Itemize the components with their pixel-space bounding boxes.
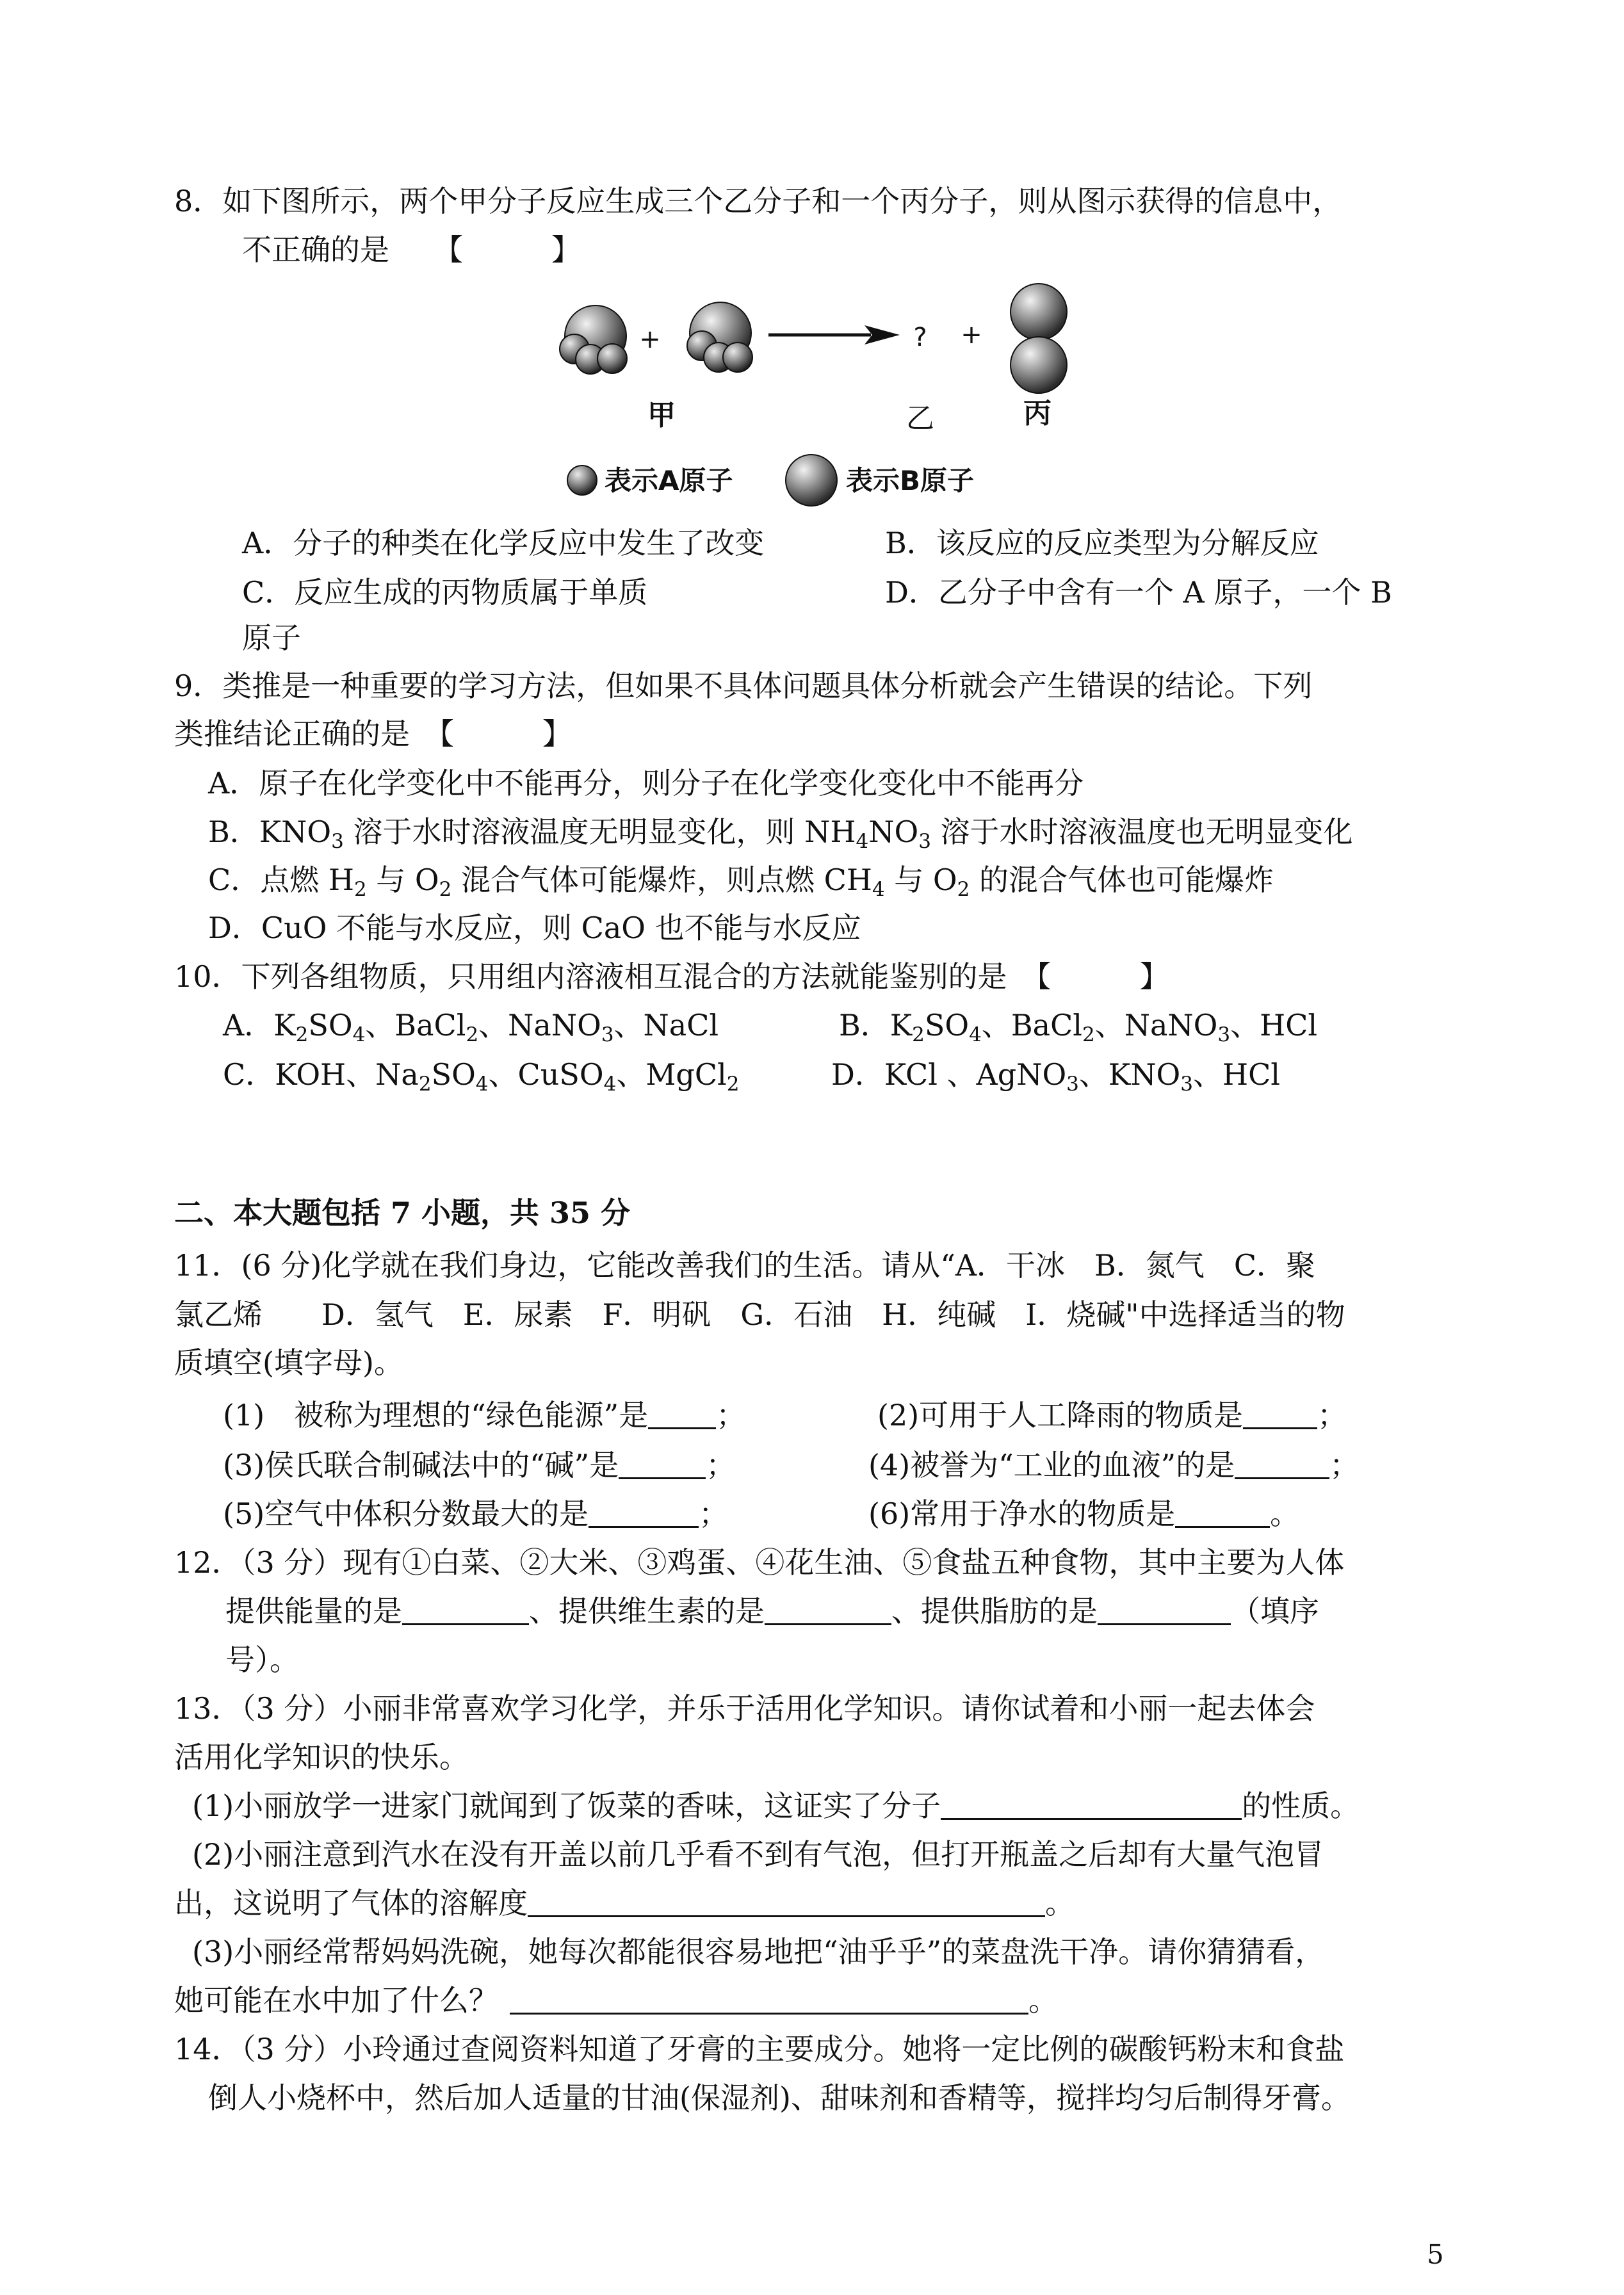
q13-stem-line2: 活用化学知识的快乐。 xyxy=(174,1740,469,1774)
q8-option-b: B．该反应的反应类型为分解反应 xyxy=(885,526,1319,560)
q13-stem-line1: 13．（3 分）小丽非常喜欢学习化学，并乐于活用化学知识。请你试着和小丽一起去体会 xyxy=(174,1691,1315,1726)
q11-part6: (6)常用于净水的物质是 。 xyxy=(868,1496,1300,1531)
q10-option-b: B．$K_2SO_4$、BaCl$_2$、NaNO$_3$、HCl xyxy=(839,1008,1318,1046)
q12-stem-line3: 号）。 xyxy=(225,1642,299,1677)
answer-blank[interactable] xyxy=(1235,1449,1329,1479)
q9-option-d: D．CuO 不能与水反应，则 CaO 也不能与水反应 xyxy=(208,911,861,945)
q12-stem-line1: 12．（3 分）现有①白菜、②大米、③鸡蛋、④花生油、⑤食盐五种食物，其中主要为人体 xyxy=(174,1545,1345,1580)
section-2-title: 二、本大题包括 7 小题，共 35 分 xyxy=(174,1196,631,1230)
q13-part2-line1: (2)小丽注意到汽水在没有开盖以前几乎看不到有气泡，但打开瓶盖之后却有大量气泡冒 xyxy=(192,1837,1324,1872)
legend-b-label: 表示B原子 xyxy=(846,465,975,496)
answer-blank[interactable] xyxy=(941,1790,1242,1820)
legend-a-atom xyxy=(567,465,733,496)
label-yi: 乙 xyxy=(906,402,934,435)
answer-blank[interactable] xyxy=(648,1399,716,1429)
q9-stem-line1: 9．类推是一种重要的学习方法，但如果不具体问题具体分析就会产生错误的结论。下列 xyxy=(174,669,1313,703)
q10-option-a: A．$K_2SO_4$、BaCl$_2$、NaNO$_3$、NaCl xyxy=(223,1008,719,1046)
reaction-diagram xyxy=(0,0,1624,525)
page-number: 5 xyxy=(1427,2239,1444,2270)
q9-stem-line2: 类推结论正确的是 【 】 xyxy=(174,717,572,751)
answer-blank[interactable] xyxy=(1175,1498,1270,1528)
q11-part4: (4)被誉为“工业的血液”的是 ； xyxy=(868,1448,1360,1482)
answer-blank[interactable] xyxy=(510,1984,1028,2015)
q9-option-a: A．原子在化学变化中不能再分，则分子在化学变化变化中不能再分 xyxy=(208,766,1084,800)
q10-stem: 10．下列各组物质，只用组内溶液相互混合的方法就能鉴别的是 【 】 xyxy=(174,959,1169,994)
legend-b-atom xyxy=(786,455,974,506)
q11-stem-line2: 氯乙烯 D．氢气 E．尿素 F．明矾 G．石油 H．纯碱 I．烧碱"中选择适当的物 xyxy=(174,1297,1345,1332)
q8-stem-line2: 不正确的是 【 】 xyxy=(242,232,581,267)
q11-part1: (1) 被称为理想的“绿色能源”是 ； xyxy=(223,1398,746,1432)
q11-part2: (2)可用于人工降雨的物质是 ； xyxy=(877,1398,1347,1432)
molecule-bing xyxy=(1011,284,1067,393)
molecule-jia-2 xyxy=(687,302,752,372)
q10-option-d: D．KCl 、AgNO$_3$、$KNO_3$、HCl xyxy=(831,1057,1280,1096)
label-jia: 甲 xyxy=(647,399,676,432)
q11-part3: (3)侯氏联合制碱法中的“碱”是 ； xyxy=(223,1448,736,1482)
q11-stem-line3: 质填空(填字母)。 xyxy=(174,1345,403,1380)
q8-option-a: A．分子的种类在化学反应中发生了改变 xyxy=(242,526,765,560)
q11-stem-line1: 11．(6 分)化学就在我们身边，它能改善我们的生活。请从“A．干冰 B．氮气 C．聚 xyxy=(174,1248,1316,1283)
answer-blank[interactable] xyxy=(528,1887,1045,1917)
q13-part2-line2: 出，这说明了气体的溶解度 。 xyxy=(174,1886,1075,1920)
answer-blank[interactable] xyxy=(1098,1595,1231,1625)
q12-stem-line2: 提供能量的是 、提供维生素的是 、提供脂肪的是 （填序 xyxy=(225,1594,1319,1628)
q10-option-c: C．KOH、$Na_2SO_4$、CuSO$_4$、MgCl$_2$ xyxy=(223,1057,740,1096)
q8-option-d: D．乙分子中含有一个 A 原子，一个 B xyxy=(885,575,1392,610)
q8-option-c: C．反应生成的丙物质属于单质 xyxy=(242,575,648,610)
q11-part5: (5)空气中体积分数最大的是 ； xyxy=(223,1496,729,1531)
plus-sign-1: + xyxy=(639,325,661,354)
answer-blank[interactable] xyxy=(1243,1399,1317,1429)
q14-stem-line2: 倒人小烧杯中，然后加人适量的甘油(保湿剂)、甜味剂和香精等，搅拌均匀后制得牙膏。 xyxy=(208,2080,1351,2115)
plus-sign-2: + xyxy=(961,320,982,350)
answer-blank[interactable] xyxy=(402,1595,529,1625)
q14-stem-line1: 14．（3 分）小玲通过查阅资料知道了牙膏的主要成分。她将一定比例的碳酸钙粉末和食盐 xyxy=(174,2032,1345,2066)
molecule-jia-1 xyxy=(560,305,627,374)
reaction-arrow xyxy=(768,325,900,345)
q13-part1: (1)小丽放学一进家门就闻到了饭菜的香味，这证实了分子 的性质。 xyxy=(192,1788,1360,1823)
q9-option-b: B．$KNO_3$ 溶于水时溶液温度无明显变化，则 $NH_4NO_3$ 溶于水时溶液温度也无明显变化 xyxy=(208,815,1353,853)
q8-stem-line1: 8．如下图所示，两个甲分子反应生成三个乙分子和一个丙分子，则从图示获得的信息中， xyxy=(174,184,1342,218)
q9-option-c: C．点燃 $H_2$ 与 $O_2$ 混合气体可能爆炸，则点燃 $CH_4$ 与 $O_2$ 的混合气体也可能爆炸 xyxy=(208,863,1274,901)
q13-part3-line2: 她可能在水中加了什么？ 。 xyxy=(174,1983,1058,2018)
legend-a-label: 表示A原子 xyxy=(605,465,733,496)
q13-part3-line1: (3)小丽经常帮妈妈洗碗，她每次都能很容易地把“油乎乎”的菜盘洗干净。请你猜猜看， xyxy=(192,1934,1325,1969)
unknown-product-mark: ? xyxy=(913,323,927,352)
answer-blank[interactable] xyxy=(619,1449,706,1479)
answer-blank[interactable] xyxy=(765,1595,891,1625)
label-bing: 丙 xyxy=(1023,397,1052,430)
answer-blank[interactable] xyxy=(589,1498,699,1528)
q8-option-d-cont: 原子 xyxy=(242,620,301,655)
